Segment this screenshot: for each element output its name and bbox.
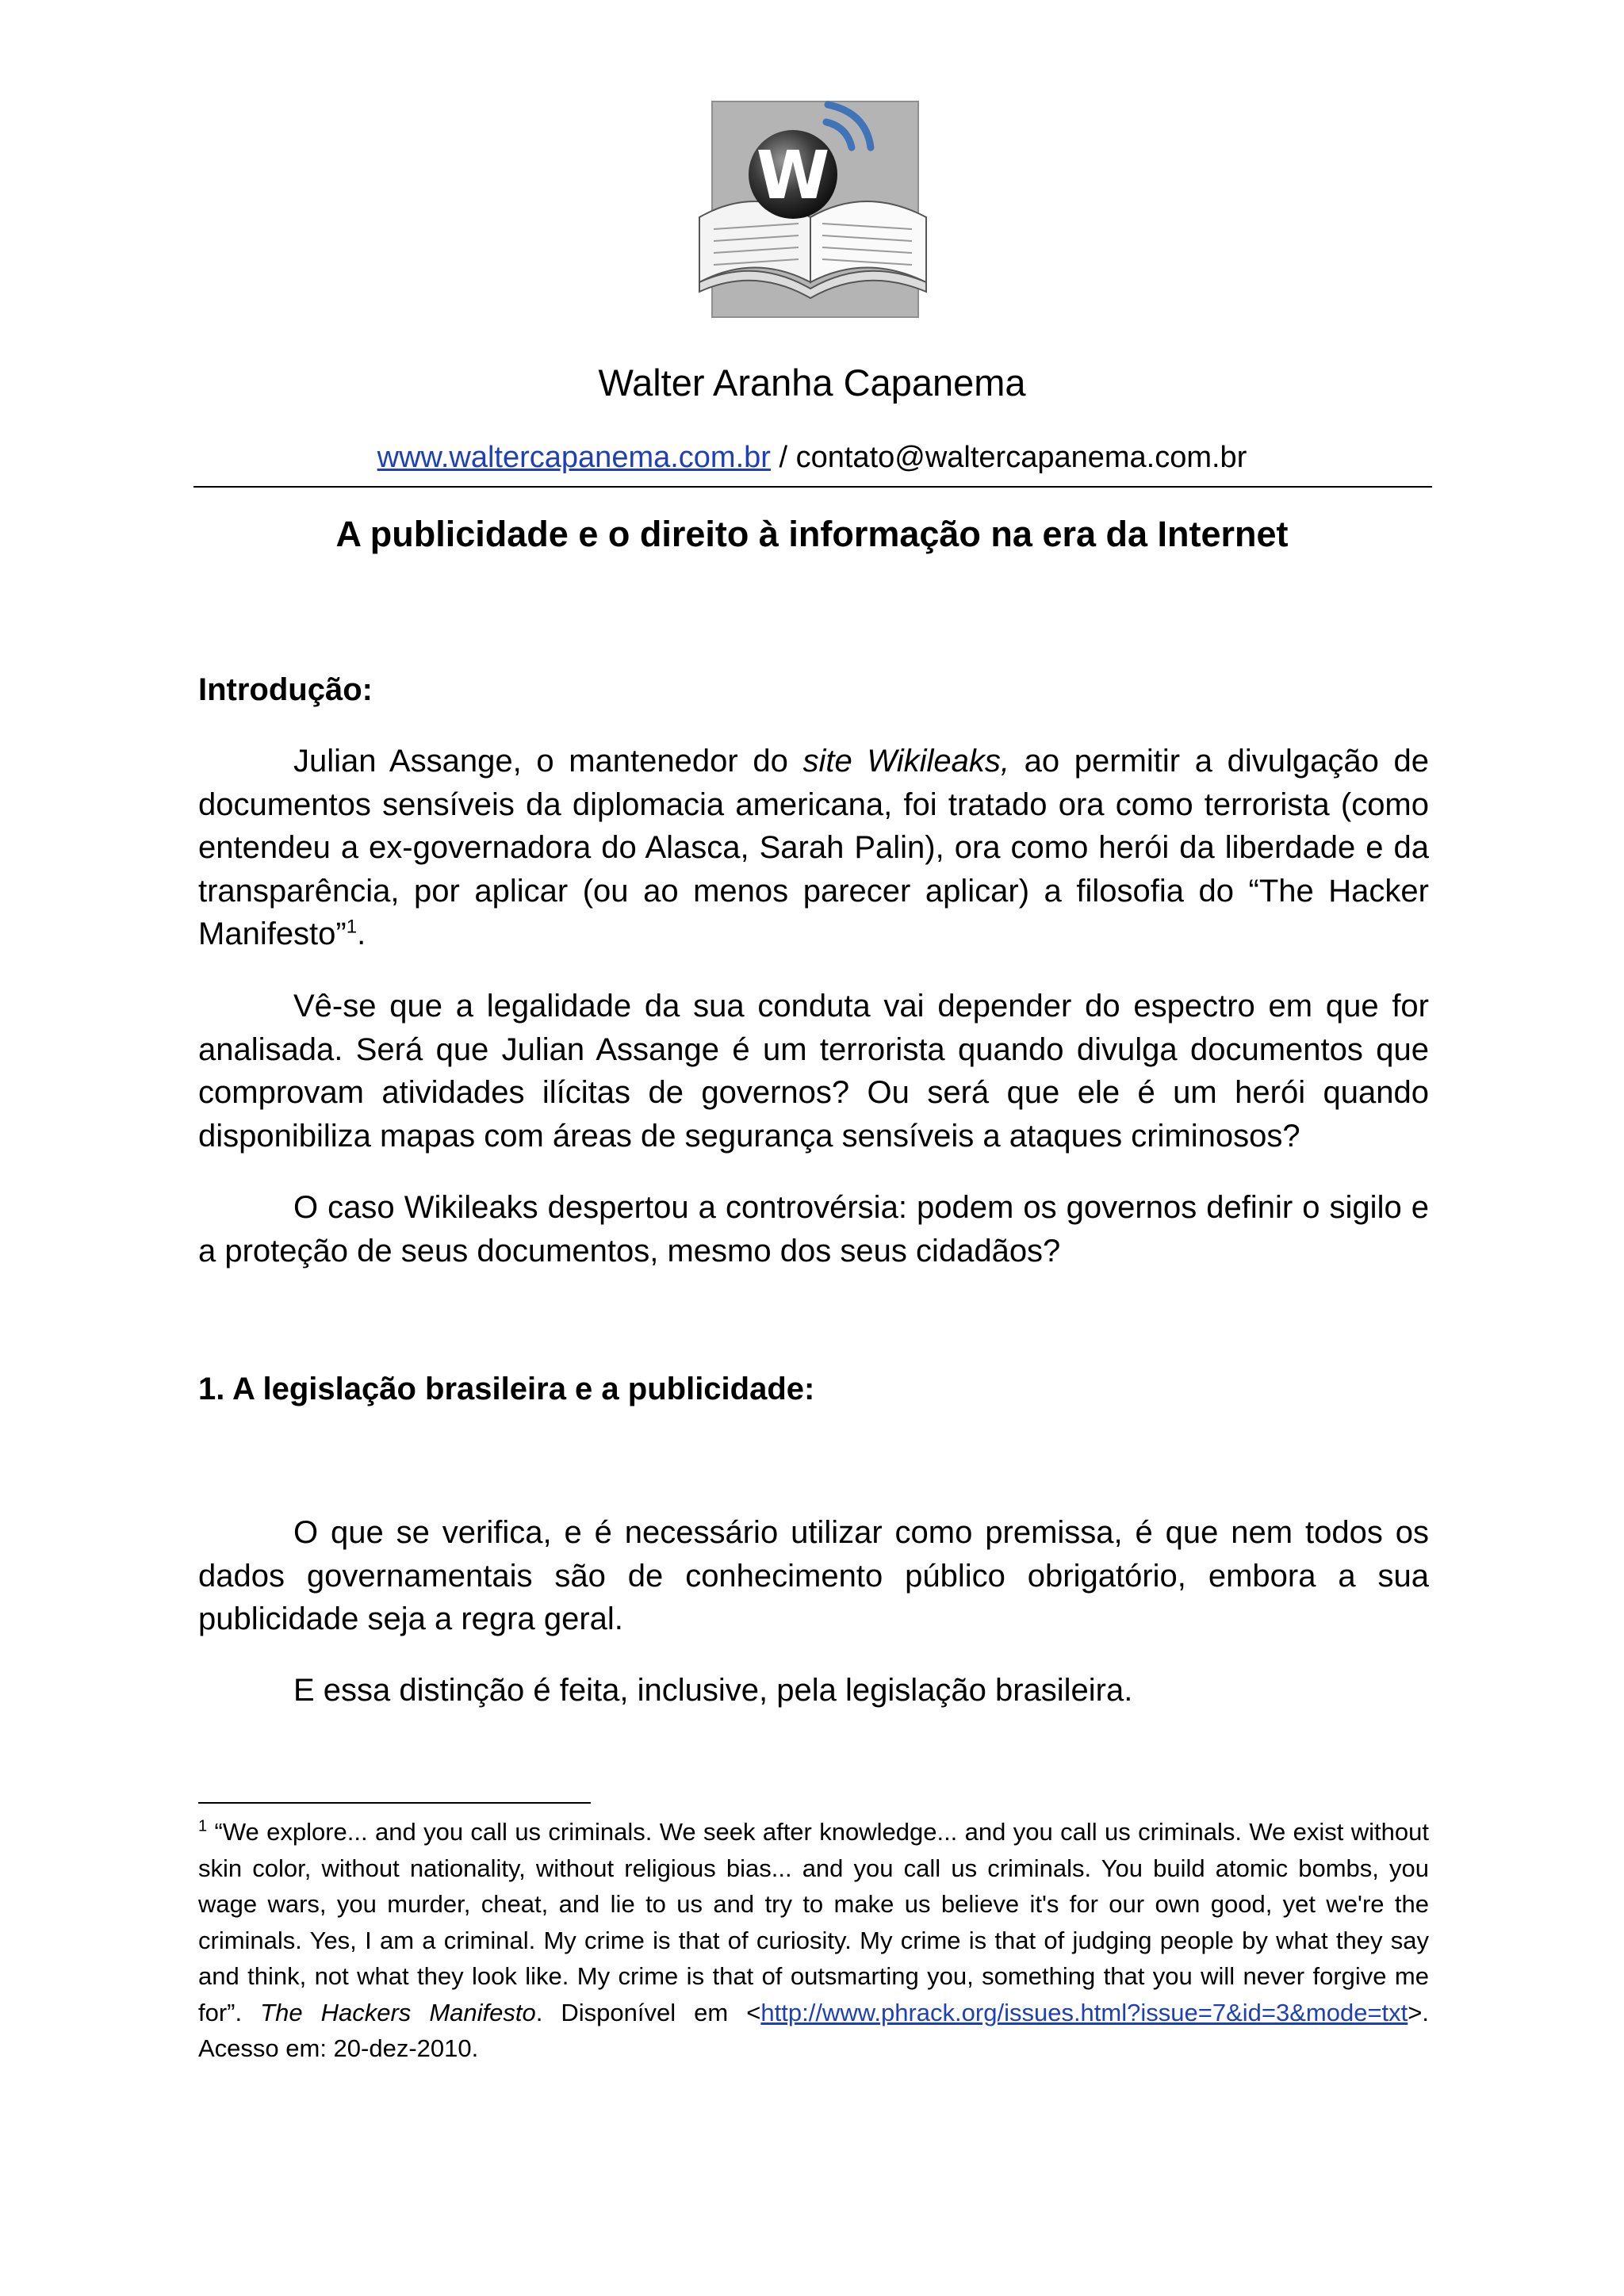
section-1-heading: 1. A legislação brasileira e a publicidade:: [198, 1372, 815, 1406]
footnote-ref-1[interactable]: 1: [346, 916, 358, 938]
intro-italic-site: site Wikileaks,: [802, 744, 1010, 779]
intro-paragraph-3: O caso Wikileaks despertou a controvérsia: podem os governos definir o sigilo e a proteção de seus documentos, mesmo dos seus cidadãos?: [198, 1190, 1429, 1269]
email-text: / contato@waltercapanema.com.br: [770, 441, 1247, 474]
footnote-link[interactable]: http://www.phrack.org/issues.html?issue=7&id=3&mode=txt: [760, 1998, 1408, 2026]
author-name: Walter Aranha Capanema: [598, 362, 1026, 404]
website-link[interactable]: www.waltercapanema.com.br: [377, 441, 771, 474]
contact-line: [0, 441, 1624, 475]
document-title: A publicidade e o direito à informação na era da Internet: [335, 514, 1289, 554]
section-1-paragraph-1: O que se verifica, e é necessário utilizar como premissa, é que nem todos os dados governamentais são de conhecimento público obrigatório, embora a sua publicidade seja a regra geral.: [198, 1515, 1429, 1636]
header-divider: [193, 486, 1432, 488]
footnote-divider: [198, 1802, 591, 1804]
book-w-logo-icon: [691, 98, 934, 322]
svg-text:W: W: [756, 136, 830, 214]
section-1-paragraph-2: E essa distinção é feita, inclusive, pela legislação brasileira.: [293, 1673, 1133, 1708]
intro-paragraph-2: Vê-se que a legalidade da sua conduta vai depender do espectro em que for analisada. Será que Julian Assange é um terrorista quando divulga documentos que comprovam atividades ilícitas de governos? Ou será que ele é um herói quando disponibiliza mapas com áreas de segurança sensíveis a ataques criminosos?: [198, 989, 1429, 1154]
footnote-1: $^1$ “We explore... and you call us criminals. We seek after knowledge... and you call us criminals. We exist without skin color, without nationality, without religious bias... and you call us criminals. You build atomic bombs, you wage wars, you murder, cheat, and lie to us and try to make us believe it's for our own good, yet we're the criminals. Yes, I am a criminal. My crime is that of curiosity. My crime is that of judging people by what they say and think, not what they look like. My crime is that of outsmarting you, something that you will never forgive me for”. The Hackers Manifesto. Disponível em <http://www.phrack.org/issues.html?issue=7&id=3&mode=txt>. Acesso em: 20-dez-2010.: [198, 1817, 1429, 2062]
intro-paragraph-1: Julian Assange, o mantenedor do site Wikileaks, ao permitir a divulgação de documentos sensíveis da diplomacia americana, foi tratado ora como terrorista (como entendeu a ex-governadora do Alasca, Sarah Palin), ora como herói da liberdade e da transparência, por aplicar (ou ao menos parecer aplicar) a filosofia do “The Hacker Manifesto”$^1$.: [198, 744, 1429, 951]
footnote-number: 1: [198, 1817, 208, 1835]
intro-heading: Introdução:: [198, 672, 373, 707]
footnote-italic-title: The Hackers Manifesto: [260, 1998, 536, 2026]
